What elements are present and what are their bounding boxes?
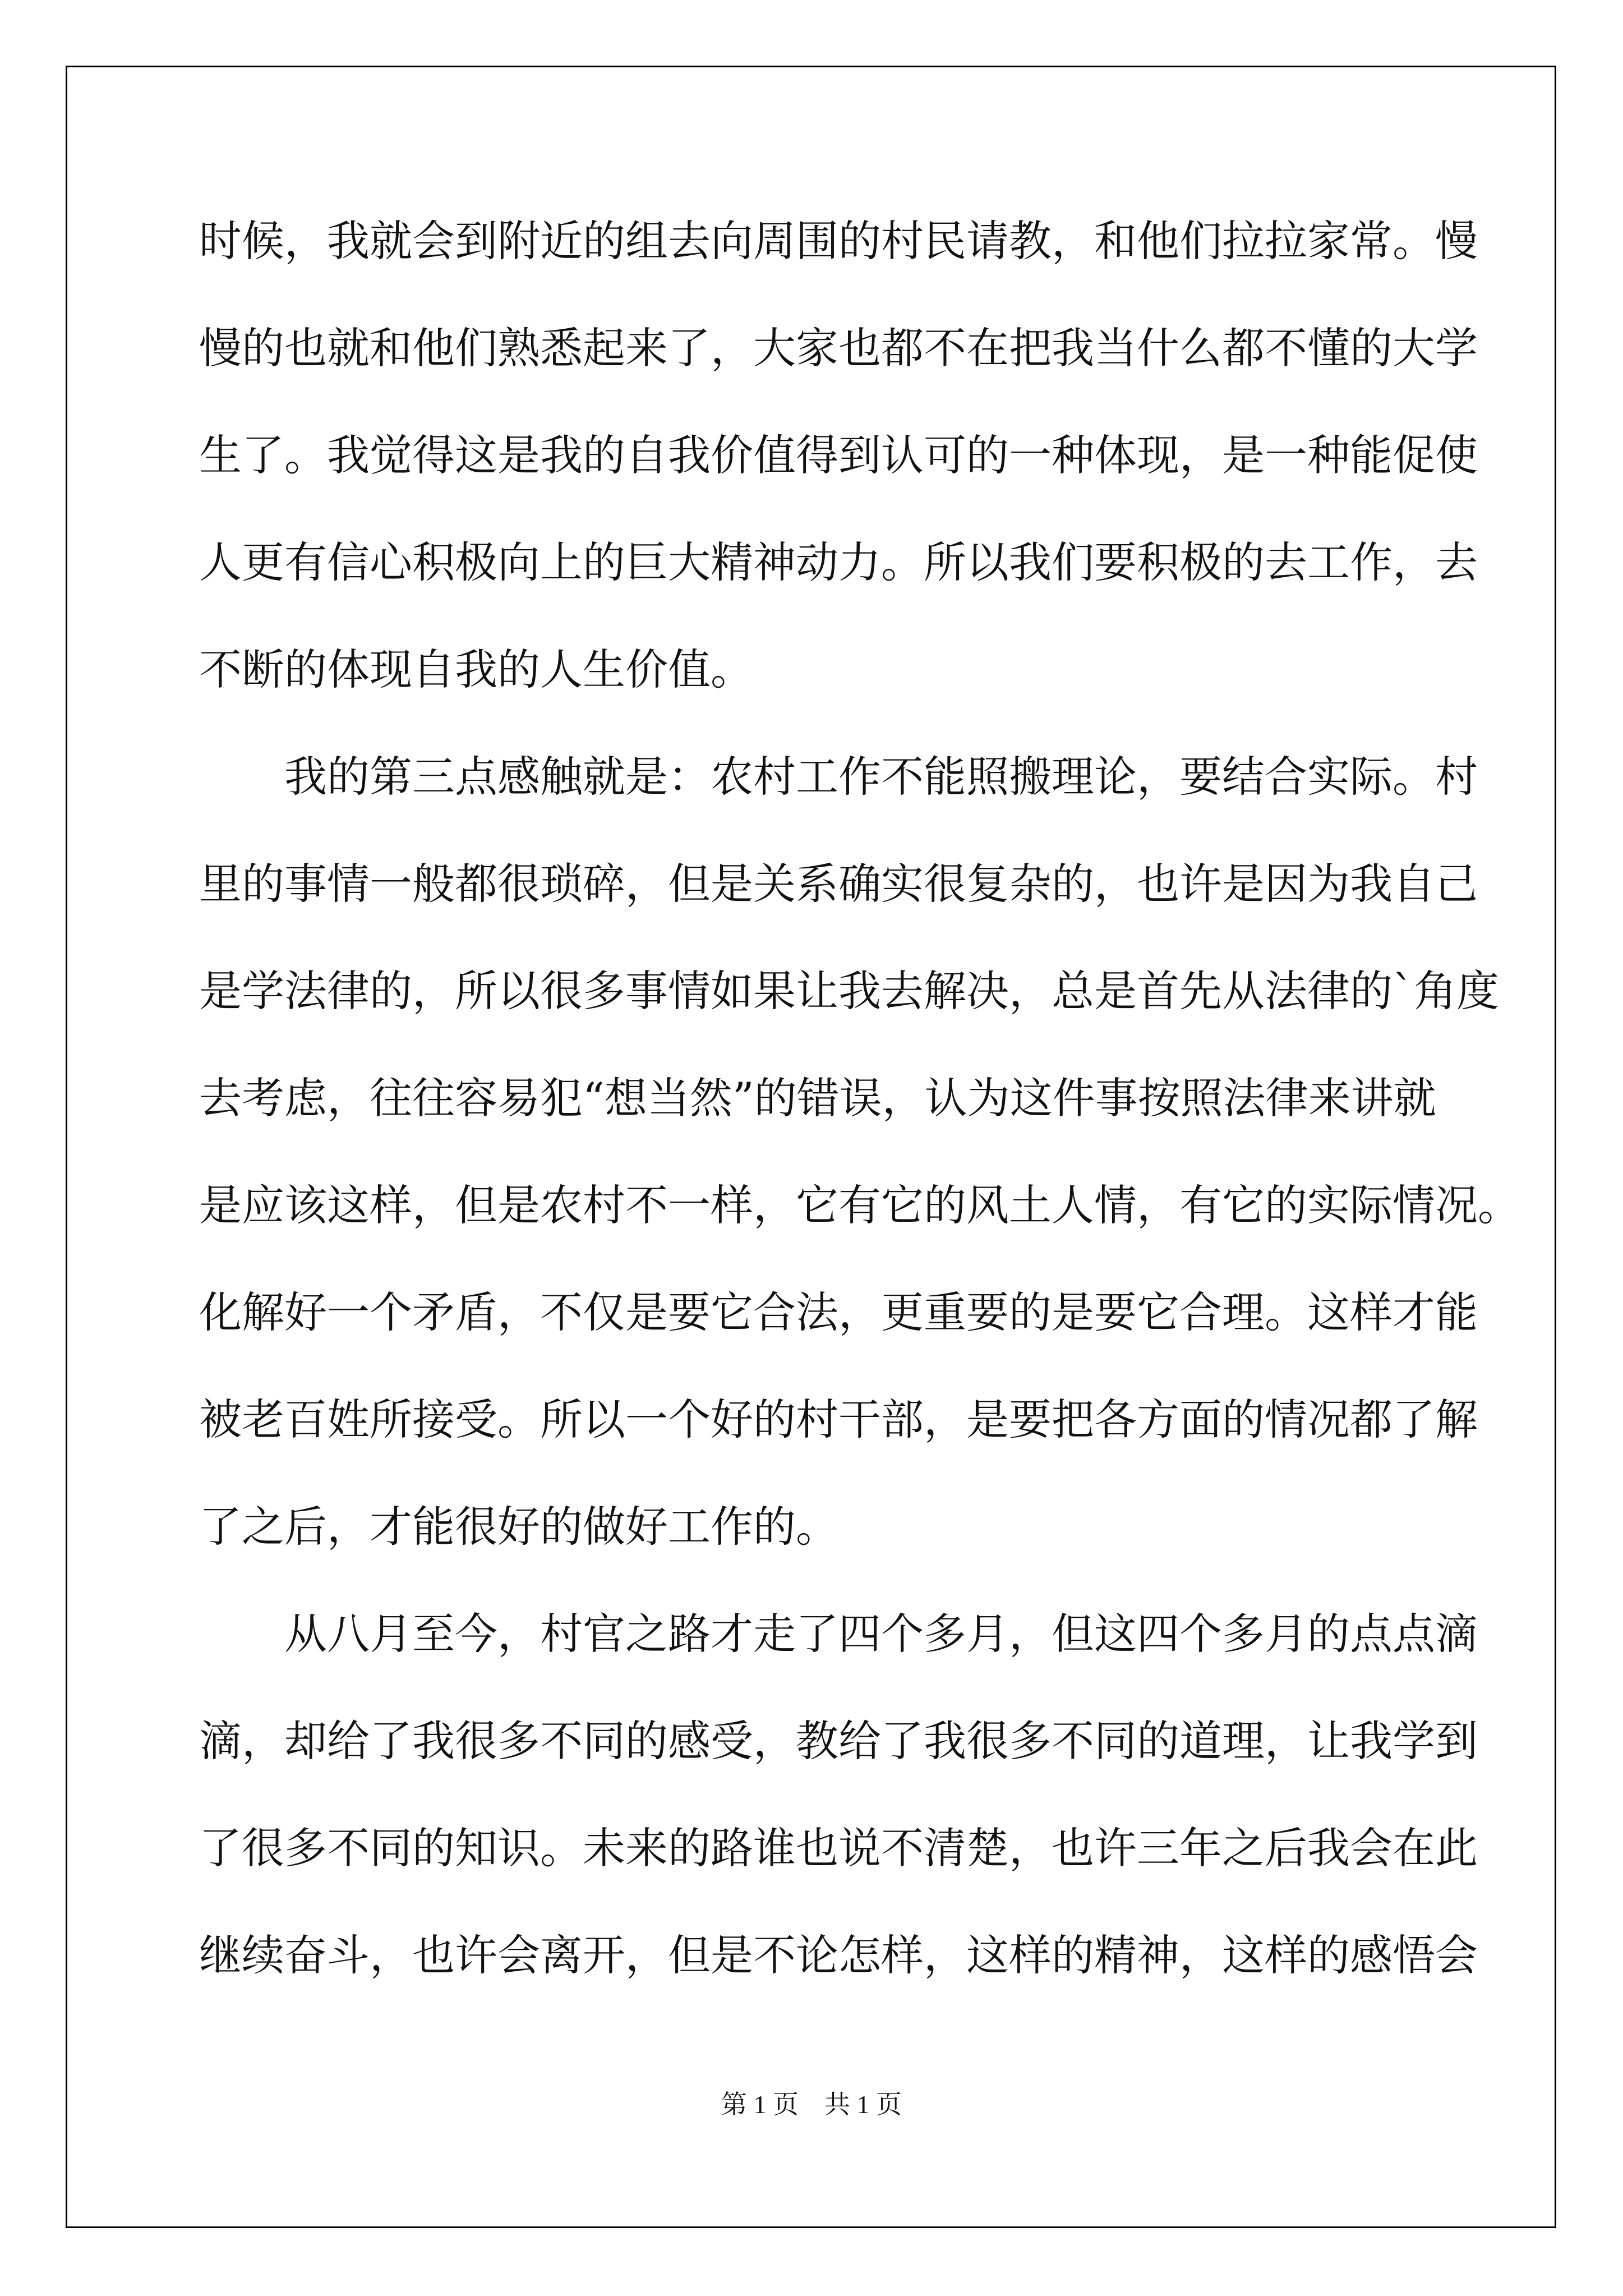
document-body [199,213,1520,2035]
text-line: 了很多不同的知识。未来的路谁也说不清楚，也许三年之后我会在此 [199,1823,1478,1873]
text-line: 是应该这样，但是农村不一样，它有它的风土人情，有它的实际情况。 [199,1180,1520,1230]
text-line: 是学法律的，所以很多事情如果让我去解决，总是首先从法律的`角度 [199,966,1499,1016]
text-line: 时候，我就会到附近的组去向周围的村民请教，和他们拉拉家常。慢 [199,216,1478,266]
text-line: 生了。我觉得这是我的自我价值得到认可的一种体现，是一种能促使 [199,430,1478,480]
text-line: 里的事情一般都很琐碎，但是关系确实很复杂的，也许是因为我自己 [199,859,1478,909]
text-line: 去考虑，往往容易犯“想当然”的错误，认为这件事按照法律来讲就 [199,1073,1436,1123]
text-line: 从八月至今，村官之路才走了四个多月，但这四个多月的点点滴 [199,1609,1478,1659]
text-line: 不断的体现自我的人生价值。 [199,645,753,694]
text-line: 继续奋斗，也许会离开，但是不论怎样，这样的精神，这样的感悟会 [199,1930,1478,1980]
text-line: 被老百姓所接受。所以一个好的村干部，是要把各方面的情况都了解 [199,1395,1478,1444]
text-line: 慢的也就和他们熟悉起来了，大家也都不在把我当什么都不懂的大学 [199,323,1478,373]
text-line: 人更有信心积极向上的巨大精神动力。所以我们要积极的去工作，去 [199,537,1478,587]
page-number-footer: 第 1 页 共 1 页 [721,2090,902,2119]
text-line: 化解好一个矛盾，不仅是要它合法，更重要的是要它合理。这样才能 [199,1287,1478,1337]
text-line: 了之后，才能很好的做好工作的。 [199,1502,838,1552]
text-line: 滴，却给了我很多不同的感受，教给了我很多不同的道理，让我学到 [199,1716,1478,1766]
text-line: 我的第三点感触就是：农村工作不能照搬理论，要结合实际。村 [199,752,1478,802]
